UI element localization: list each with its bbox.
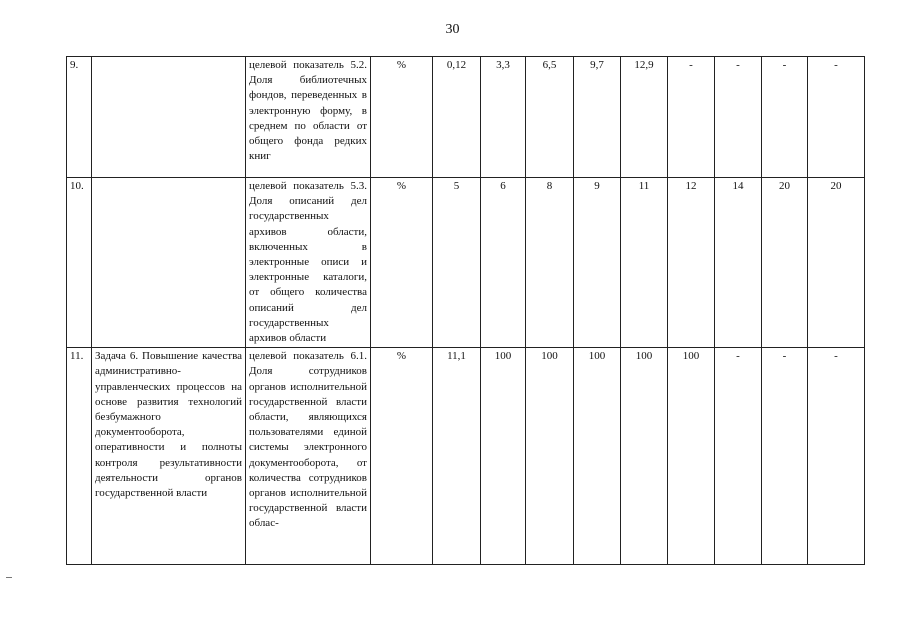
unit-cell: % <box>371 57 433 178</box>
value-cell: 12,9 <box>621 57 668 178</box>
indicator-cell: целевой показатель 6.1. Доля сотрудников органов исполнительной государственной власти области, являющихся пользователями единой системы электронного документооборота, от количества сотрудников органов исполнительной государственной власти облас- <box>246 348 371 565</box>
table-body <box>67 57 865 565</box>
value-cell: 14 <box>715 178 762 348</box>
value-cell: 3,3 <box>481 57 526 178</box>
value-cell: 9 <box>574 178 621 348</box>
value-cell: 8 <box>526 178 574 348</box>
indicator-cell: целевой показатель 5.3. Доля описаний дел государственных архивов области, включенных в электронные описи и электронные каталоги, от общего количества описаний дел государственных архивов области <box>246 178 371 348</box>
value-cell: 100 <box>621 348 668 565</box>
page-number: 30 <box>445 22 460 37</box>
margin-mark <box>6 577 12 578</box>
task-cell: Задача 6. Повышение качества административно-управленческих процессов на основе развития технологий безбумажного документооборота, оперативности и полноты контроля результативности деятельности органов государственной власти <box>92 348 246 565</box>
row-number: 9. <box>67 57 92 178</box>
value-cell: - <box>668 57 715 178</box>
unit-cell: % <box>371 348 433 565</box>
table-row <box>67 348 865 565</box>
value-cell: 11 <box>621 178 668 348</box>
value-cell: - <box>808 57 865 178</box>
value-cell: - <box>808 348 865 565</box>
value-cell: - <box>762 348 808 565</box>
unit-cell: % <box>371 178 433 348</box>
indicators-table <box>66 56 865 565</box>
value-cell: 100 <box>574 348 621 565</box>
value-cell: 12 <box>668 178 715 348</box>
task-cell <box>92 178 246 348</box>
value-cell: 20 <box>808 178 865 348</box>
value-cell: 6,5 <box>526 57 574 178</box>
row-number: 11. <box>67 348 92 565</box>
value-cell: 0,12 <box>433 57 481 178</box>
table-row <box>67 178 865 348</box>
value-cell: 6 <box>481 178 526 348</box>
value-cell: 100 <box>668 348 715 565</box>
value-cell: - <box>715 348 762 565</box>
value-cell: 20 <box>762 178 808 348</box>
value-cell: 100 <box>526 348 574 565</box>
value-cell: - <box>715 57 762 178</box>
task-cell <box>92 57 246 178</box>
value-cell: 100 <box>481 348 526 565</box>
value-cell: - <box>762 57 808 178</box>
value-cell: 11,1 <box>433 348 481 565</box>
value-cell: 5 <box>433 178 481 348</box>
indicator-cell: целевой показатель 5.2. Доля библиотечных фондов, переведенных в электронную форму, в среднем по области от общего фонда редких книг <box>246 57 371 178</box>
table-row <box>67 57 865 178</box>
value-cell: 9,7 <box>574 57 621 178</box>
row-number: 10. <box>67 178 92 348</box>
